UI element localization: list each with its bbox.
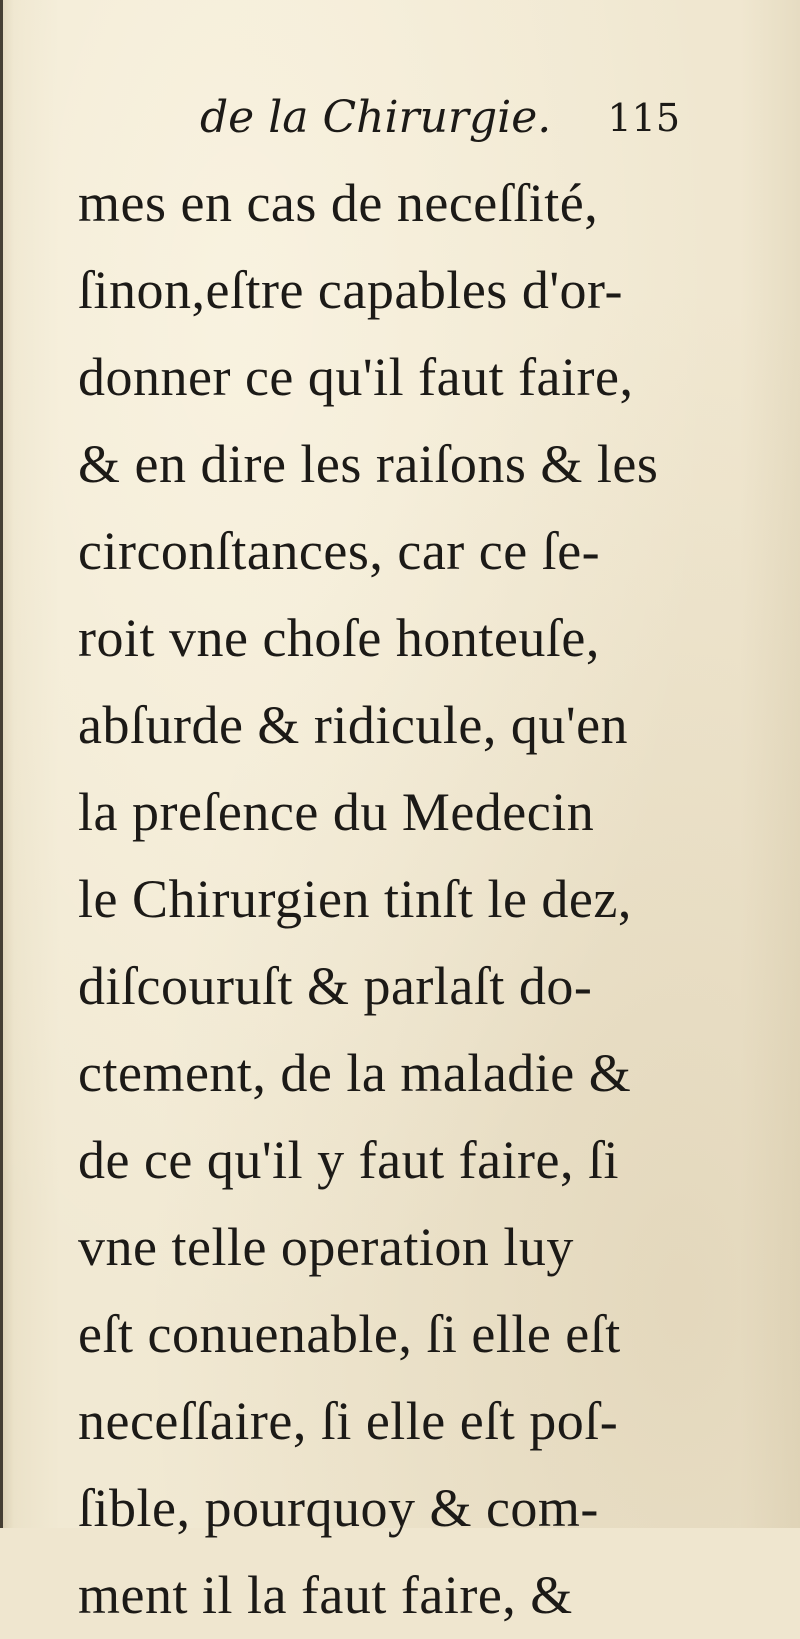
text-line: ctement, de la maladie & — [78, 1043, 632, 1103]
text-line: ſible, pourquoy & com- — [78, 1478, 599, 1538]
text-line: eſt conuenable, ſi elle eſt — [78, 1304, 621, 1364]
body-text — [78, 160, 718, 1639]
text-line: la preſence du Medecin — [78, 782, 595, 842]
text-line: de ce qu'il y faut faire, ſi — [78, 1130, 620, 1190]
text-line: & en dire les raiſons & les — [78, 434, 659, 494]
page-edge — [0, 0, 3, 1528]
text-line: ment il la faut faire, & — [78, 1565, 573, 1625]
running-head: de la Chirurgie. — [200, 92, 552, 143]
text-line: ſinon,eſtre capables d'or- — [78, 260, 623, 320]
text-line: abſurde & ridicule, qu'en — [78, 695, 629, 755]
text-line: roit vne choſe honteuſe, — [78, 608, 600, 668]
text-line: le Chirurgien tinſt le dez, — [78, 869, 632, 929]
text-line: diſcouruſt & parlaſt do- — [78, 956, 593, 1016]
text-line: circonſtances, car ce ſe- — [78, 521, 601, 581]
text-line: neceſſaire, ſi elle eſt poſ- — [78, 1391, 619, 1451]
text-line: vne telle operation luy — [78, 1217, 574, 1277]
page-number: 115 — [607, 96, 680, 140]
page-header — [200, 92, 700, 162]
text-line: mes en cas de neceſſité, — [78, 173, 599, 233]
text-line: donner ce qu'il faut faire, — [78, 347, 634, 407]
